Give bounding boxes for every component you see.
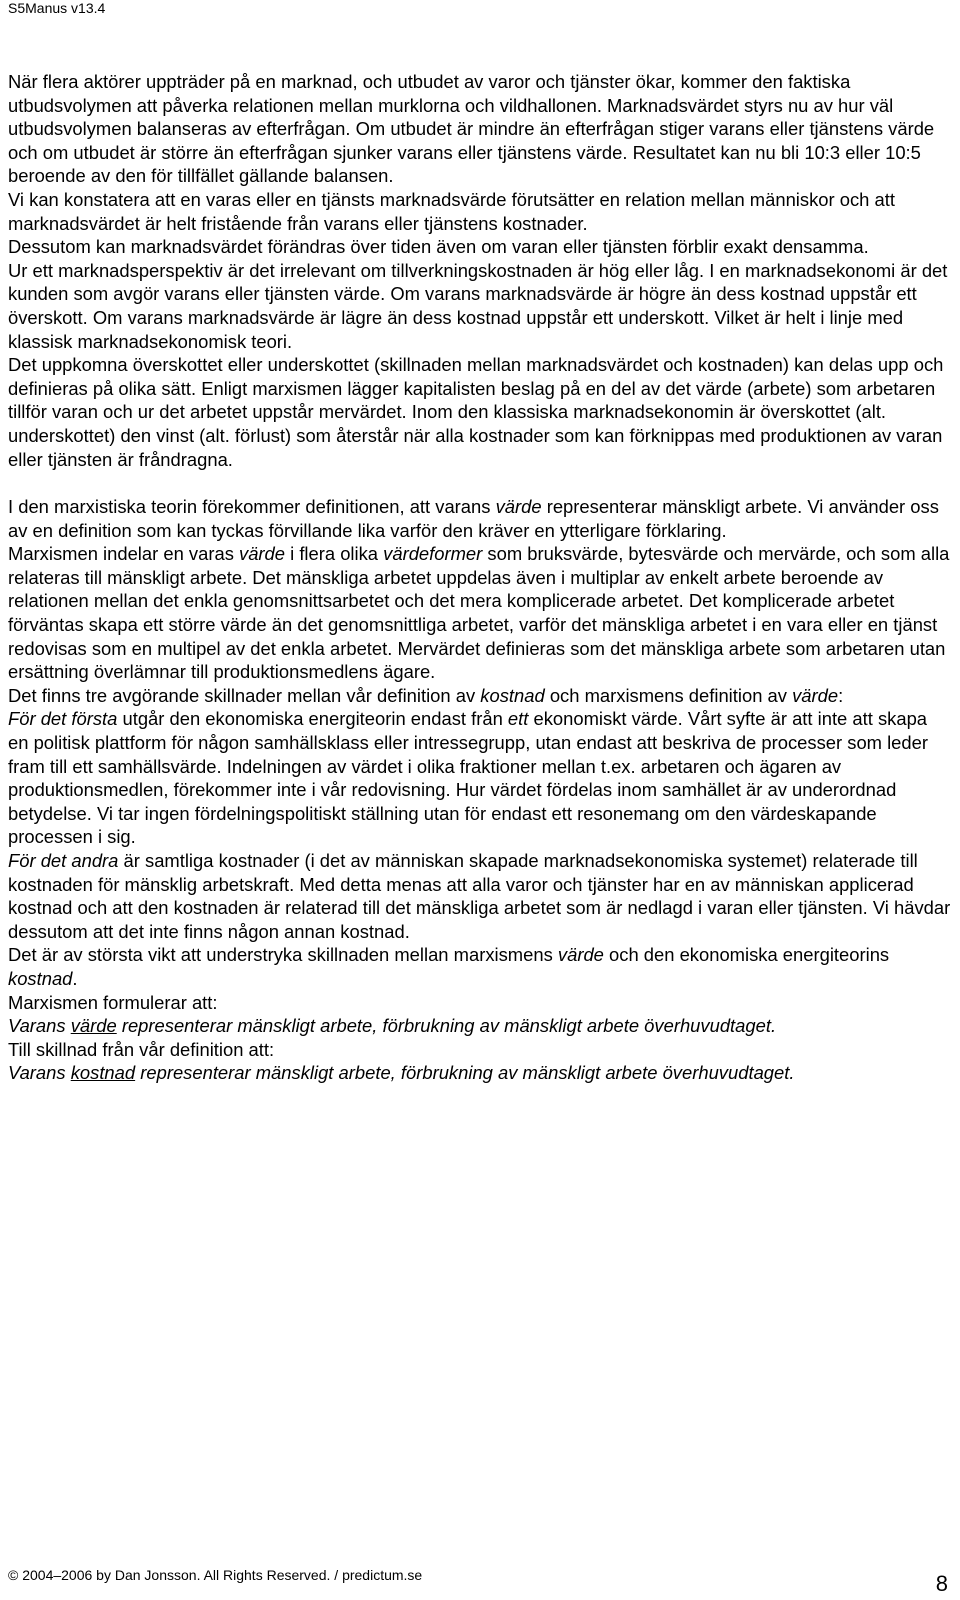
emphasis-text: kostnad — [480, 684, 545, 706]
text-run: representerar mänskligt arbete, förbrukning av mänskligt arbete överhuvudtaget. — [116, 1015, 777, 1037]
emphasis-text: För det första — [8, 708, 118, 730]
text-run: är samtliga kostnader (i det av människan skapade marknadsekonomiska systemet) relaterade till kostnaden för mänsklig arbetskraft. Med detta menas att alla varor och tjänster har en av människan applicerad kostnad och att den kostnaden är relaterad till det mänskliga arbetet som är nedlagd i varan eller tjänsten. Vi hävdar dessutom att det inte finns någon annan kostnad. — [8, 850, 951, 942]
paragraph — [8, 542, 952, 684]
text-run: representerar mänskligt arbete, förbrukning av mänskligt arbete överhuvudtaget. — [135, 1062, 795, 1084]
text-run: : — [838, 684, 844, 706]
paragraph — [8, 849, 952, 943]
text-run: Marxismen indelar en varas — [8, 543, 239, 565]
text-run: I den marxistiska teorin förekommer definitionen, att varans — [8, 496, 496, 518]
underlined-term: värde — [70, 1015, 117, 1037]
emphasis-text: värde — [239, 543, 286, 565]
emphasis-text: ett — [507, 708, 529, 730]
underlined-term: kostnad — [70, 1062, 136, 1084]
paragraph — [8, 707, 952, 849]
paragraph: När flera aktörer uppträder på en marknad, och utbudet av varor och tjänster ökar, kommer den faktiska utbudsvolymen att påverka relationen mellan murklorna och vildhallonen. Marknadsvärdet styrs nu av hur väl utbudsvolymen balanseras av efterfrågan. Om utbudet är mindre än efterfrågan stiger varans eller tjänstens värde och om utbudet är större än efterfrågan sjunker varans eller tjänstens värde. Resultatet kan nu bli 10:3 eller 10:5 beroende av den för tillfället gällande balansen. — [8, 71, 935, 187]
emphasis-text: värde — [495, 496, 542, 518]
emphasis-text: värde — [557, 944, 604, 966]
paragraph: Till skillnad från vår definition att: — [8, 1038, 275, 1060]
paragraph — [8, 684, 952, 708]
paragraph: Ur ett marknadsperspektiv är det irrelevant om tillverkningskostnaden är hög eller låg. I en marknadsekonomi är det kunden som avgör varans eller tjänsten värde. Om varans marknadsvärde är högre än dess kostnad uppstår ett överskott. Om varans marknadsvärde är lägre än dess kostnad uppstår ett underskott. Vilket är helt i linje med klassisk marknadsekonomisk teori. — [8, 259, 948, 352]
text-run: och marxismens definition av — [544, 684, 793, 706]
text-run: representerar mänskligt arbete. Vi använder oss av en definition som kan tyckas förvillande lika varför den kräver en ytterligare förklaring. — [8, 496, 939, 541]
text-run: Det finns tre avgörande skillnader mellan vår definition av — [8, 684, 481, 706]
paragraph: Det uppkomna överskottet eller underskottet (skillnaden mellan marknadsvärdet och kostnaden) kan delas upp och definieras på olika sätt. Enligt marxismen lägger kapitalisten beslag på en del av det värde (arbete) som arbetaren tillför varan och ur det arbetet uppstår mervärdet. Inom den klassiska marknadsekonomin är överskottet (alt. underskottet) den vinst (alt. förlust) som återstår när alla kostnader som kan förknippas med produktionen av varan eller tjänsten är fråndragna. — [8, 354, 944, 470]
quoted-definition — [8, 1061, 952, 1085]
emphasis-text: värdeformer — [383, 543, 483, 565]
paragraph: Dessutom kan marknadsvärdet förändras över tiden även om varan eller tjänsten förblir exakt densamma. — [8, 236, 869, 258]
document-version: S5Manus v13.4 — [8, 0, 106, 16]
paragraph — [8, 943, 952, 990]
paragraph: Vi kan konstatera att en varas eller en tjänsts marknadsvärde förutsätter en relation mellan människor och att marknadsvärdet är helt fristående från varans eller tjänstens kostnader. — [8, 188, 895, 234]
text-run: Varans — [8, 1062, 71, 1084]
text-run: . — [72, 967, 78, 989]
text-run: ekonomiskt värde. Vårt syfte är att inte att skapa en politisk plattform för någon samhällsklass eller intressegrupp, utan endast att beskriva de processer som leder fram till ett samhällsvärde. Indelningen av värdet i olika fraktioner mellan t.ex. arbetaren och ägaren av produktionsmedlen, förekommer inte i vår redovisning. Hur värdet fördelas inom samhället är av underordnad betydelse. Vi tar ingen fördelningspolitiskt ställning utan för endast ett resonemang om den värdeskapande processen i sig. — [8, 708, 928, 848]
text-run: som bruksvärde, bytesvärde och mervärde, och som alla relateras till mänskligt arbete. Det mänskliga arbetet uppdelas även i multiplar av enkelt arbete beroende av relationen mellan det enkla genomsnittsarbetet och det mera komplicerade arbetet. Det komplicerade arbetet förväntas skapa ett större värde än det genomsnittliga arbetet, varför det mänskliga arbetet i en vara eller en tjänst redovisas som en multipel av det enkla arbetet. Mervärdet definieras som det mänskliga arbete som arbetaren utan ersättning överlämnar till produktionsmedlens ägare. — [8, 543, 950, 683]
paragraph — [8, 495, 952, 542]
text-run: Varans — [8, 1015, 71, 1037]
emphasis-text: För det andra — [8, 850, 119, 871]
emphasis-text: värde — [792, 684, 839, 706]
text-run: utgår den ekonomiska energiteorin endast från — [117, 708, 508, 730]
copyright-footer: © 2004–2006 by Dan Jonsson. All Rights Reserved. / predictum.se — [8, 1567, 423, 1583]
document-body — [8, 70, 952, 1085]
page-number: 8 — [935, 1571, 948, 1596]
text-run: Det är av största vikt att understryka skillnaden mellan marxismens — [8, 944, 558, 966]
emphasis-text: kostnad — [8, 967, 73, 989]
text-run: och den ekonomiska energiteorins — [603, 944, 890, 966]
paragraph: Marxismen formulerar att: — [8, 991, 218, 1013]
quoted-definition — [8, 1014, 952, 1038]
text-run: i flera olika — [285, 543, 384, 565]
